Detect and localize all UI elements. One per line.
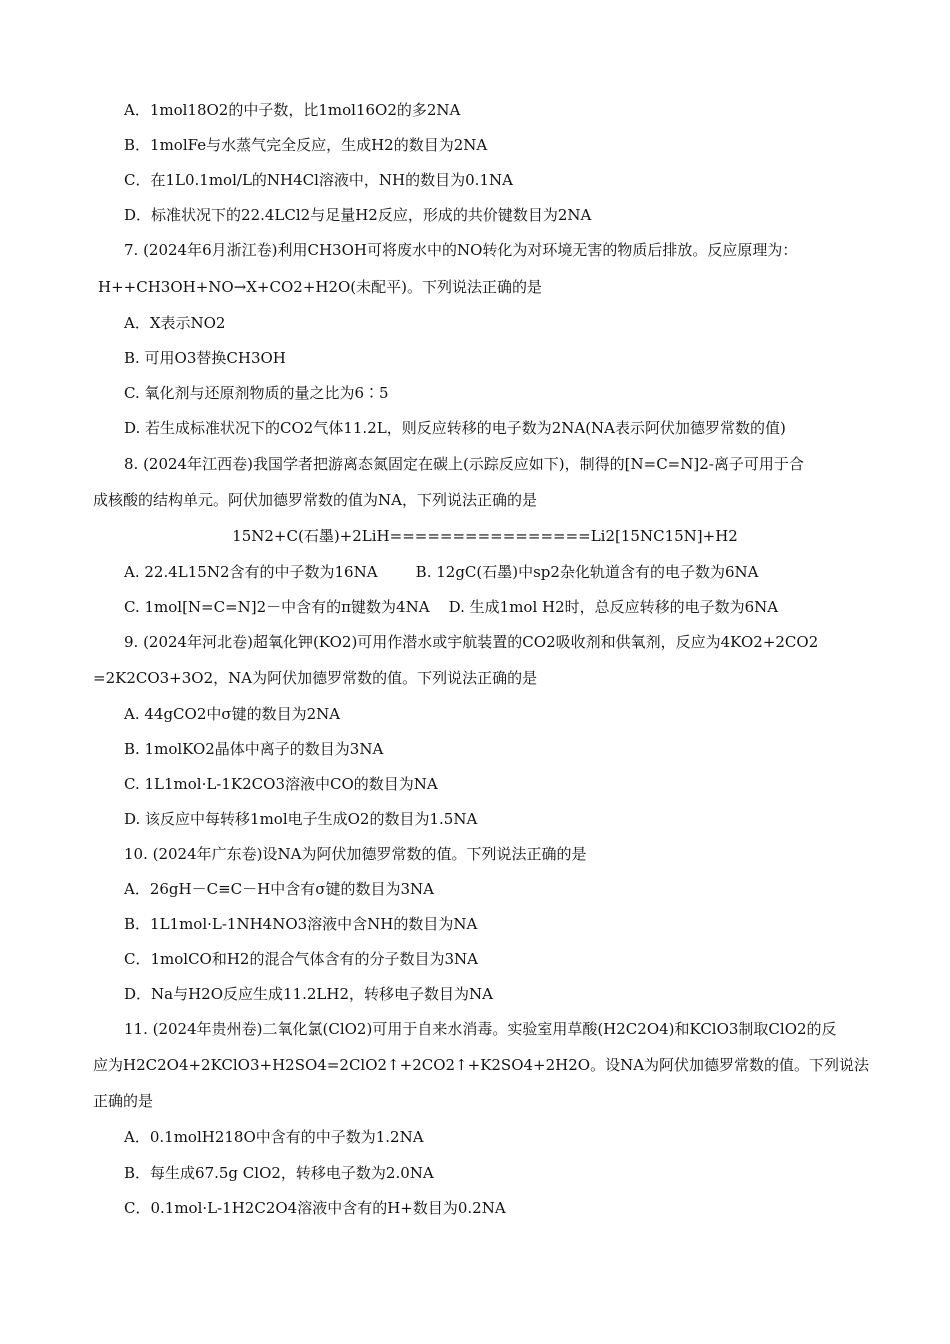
line-text: B. 可用O3替换CH3OH [124,349,286,367]
option-line [0,133,950,157]
option-line [0,595,950,619]
option-line [0,168,950,192]
line-text: D. 该反应中每转移1mol电子生成O2的数目为1.5NA [124,810,478,828]
line-text: C. 氧化剂与还原剂物质的量之比为6∶5 [124,384,389,402]
line-text: D．Na与H2O反应生成11.2LH2，转移电子数目为NA [124,985,493,1003]
line-text: 9. (2024年河北卷)超氧化钾(KO2)可用作潜水或宇航装置的CO2吸收剂和供氧剂，反应为4KO2+2CO2 [124,633,819,651]
option-line [0,737,950,761]
option-line [0,1196,950,1220]
line-text: B. 1molKO2晶体中离子的数目为3NA [124,740,384,758]
line-text: A．26gH－C≡C－H中含有σ键的数目为3NA [124,880,434,898]
option-line [0,381,950,405]
line-text: B．1L1mol·L-1NH4NO3溶液中含NH的数目为NA [124,915,478,933]
line-text: D．标准状况下的22.4LCl2与足量H2反应，形成的共价键数目为2NA [124,206,592,224]
option-line [0,560,950,584]
option-line [0,912,950,936]
option-line [0,1161,950,1185]
line-text: 成核酸的结构单元。阿伏加德罗常数的值为NA，下列说法正确的是 [93,491,537,509]
option-line [0,203,950,227]
line-text: H++CH3OH+NO→X+CO2+H2O(未配平)。下列说法正确的是 [98,278,543,296]
line-text: 7. (2024年6月浙江卷)利用CH3OH可将废水中的NO转化为对环境无害的物质后排放。反应原理为： [124,241,798,259]
line-text: 15N2+C(石墨)+2LiH================Li2[15NC15N]+H2 [232,527,738,545]
option-line [0,416,950,440]
question-stem [0,1053,950,1077]
line-text: 10. (2024年广东卷)设NA为阿伏加德罗常数的值。下列说法正确的是 [124,845,587,863]
line-text: 正确的是 [93,1092,154,1110]
line-text: A. 44gCO2中σ键的数目为2NA [124,705,341,723]
question-stem [0,275,950,299]
option-line [0,702,950,726]
line-text: =2K2CO3+3O2，NA为阿伏加德罗常数的值。下列说法正确的是 [93,669,538,687]
line-text: C. 1mol[N=C=N]2－中含有的π键数为4NA D. 生成1mol H2时，总反应转移的电子数为6NA [124,598,779,616]
line-text: C．0.1mol·L-1H2C2O4溶液中含有的H+数目为0.2NA [124,1199,506,1217]
option-line [0,807,950,831]
line-text: D. 若生成标准状况下的CO2气体11.2L，则反应转移的电子数为2NA(NA表示阿伏加德罗常数的值) [124,419,786,437]
question-stem [0,488,950,512]
line-text: A．X表示NO2 [124,314,226,332]
line-text: C．在1L0.1mol/L的NH4Cl溶液中，NH的数目为0.1NA [124,171,513,189]
line-text: 11. (2024年贵州卷)二氧化氯(ClO2)可用于自来水消毒。实验室用草酸(H2C2O4)和KClO3制取ClO2的反 [124,1020,837,1038]
option-line [0,311,950,335]
option-line [0,772,950,796]
line-text: C．1molCO和H2的混合气体含有的分子数目为3NA [124,950,478,968]
line-text: A. 22.4L15N2含有的中子数为16NA B. 12gC(石墨)中sp2杂化轨道含有的电子数为6NA [124,563,759,581]
option-line [0,1125,950,1149]
option-line [0,98,950,122]
reaction-equation [0,524,950,548]
question-stem [0,842,950,866]
line-text: A．1mol18O2的中子数，比1mol16O2的多2NA [124,101,461,119]
question-stem [0,630,950,654]
question-stem [0,1089,950,1113]
line-text: B．每生成67.5g ClO2，转移电子数为2.0NA [124,1164,434,1182]
line-text: C. 1L1mol·L-1K2CO3溶液中CO的数目为NA [124,775,438,793]
question-stem [0,238,950,262]
question-stem [0,666,950,690]
question-stem [0,1017,950,1041]
line-text: A．0.1molH218O中含有的中子数为1.2NA [124,1128,424,1146]
line-text: 8. (2024年江西卷)我国学者把游离态氮固定在碳上(示踪反应如下)，制得的[N=C=N]2-离子可用于合 [124,455,804,473]
line-text: B．1molFe与水蒸气完全反应，生成H2的数目为2NA [124,136,488,154]
option-line [0,346,950,370]
question-stem [0,452,950,476]
option-line [0,877,950,901]
option-line [0,947,950,971]
line-text: 应为H2C2O4+2KClO3+H2SO4=2ClO2↑+2CO2↑+K2SO4+2H2O。设NA为阿伏加德罗常数的值。下列说法 [93,1056,870,1074]
option-line [0,982,950,1006]
